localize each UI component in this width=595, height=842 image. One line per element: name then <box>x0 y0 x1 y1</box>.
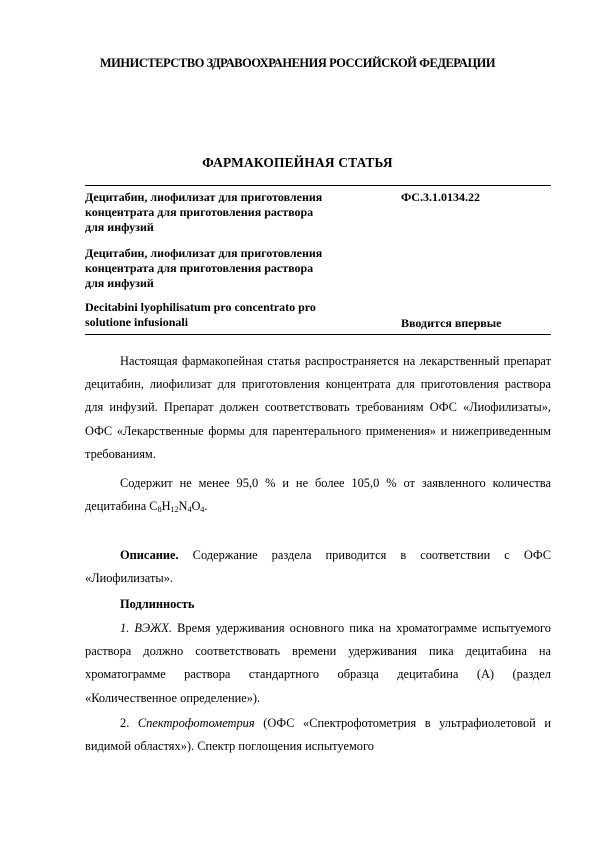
formula-element: O <box>191 499 201 514</box>
drug-name-latin-line: Decitabini lyophilisatum pro concentrato pro <box>85 300 316 314</box>
top-rule <box>85 185 551 186</box>
drug-name-ru-1-line: Децитабин, лиофилизат для приготовления <box>85 190 323 204</box>
drug-name-ru-2-line: концентрата для приготовления раствора <box>85 261 314 275</box>
drug-name-ru-1-line: для инфузий <box>85 220 154 234</box>
formula-element: H <box>161 499 171 514</box>
ministry-heading: МИНИСТЕРСТВО ЗДРАВООХРАНЕНИЯ РОССИЙСКОЙ ФЕДЕРАЦИИ <box>99 56 496 70</box>
introduction-status: Вводится впервые <box>401 316 502 330</box>
formula-end: . <box>204 499 208 514</box>
drug-name-ru-2-line: Децитабин, лиофилизат для приготовления <box>85 246 323 260</box>
test-hplc-paragraph <box>85 617 551 710</box>
identity-heading: Подлинность <box>120 597 195 611</box>
content-paragraph <box>85 472 551 518</box>
formula-subscript: 8 <box>157 505 162 515</box>
test-hplc-text: Время удерживания основного пика на хроматограмме испытуемого раствора должно соответствовать времени удерживания пика децитабина на хроматограмме раствора стандартного образца децитабина (А) (раздел «Количественное определение»). <box>85 621 551 705</box>
test-spectro-text: (ОФС «Спектрофотометрия в ультрафиолетовой и видимой областях»). Спектр поглощения испытуемого <box>85 716 551 754</box>
description-text: Содержание раздела приводится в соответствии с ОФС «Лиофилизаты». <box>85 548 551 586</box>
test-hplc-label: 1. ВЭЖХ. <box>120 621 172 635</box>
test-spectro-paragraph <box>85 712 551 758</box>
test-spectro-label: Спектрофотометрия <box>137 716 255 730</box>
formula-subscript: 4 <box>187 505 192 515</box>
drug-name-ru-1-line: концентрата для приготовления раствора <box>85 205 314 219</box>
formula-subscript: 12 <box>170 505 179 515</box>
test-spectro-number: 2. <box>120 716 138 730</box>
content-text: Содержит не менее 95,0 % и не более 105,0 % от заявленного количества децитабина C <box>85 476 551 514</box>
bottom-rule <box>85 334 551 335</box>
monograph-code: ФС.3.1.0134.22 <box>401 190 480 204</box>
drug-name-ru-2-line: для инфузий <box>85 276 154 290</box>
drug-name-ru-2 <box>85 246 375 291</box>
description-paragraph <box>85 544 551 590</box>
document-title: ФАРМАКОПЕЙНАЯ СТАТЬЯ <box>202 155 393 170</box>
formula-element: N <box>178 499 188 514</box>
description-label: Описание. <box>120 548 179 562</box>
drug-name-latin <box>85 300 375 330</box>
drug-name-ru-1 <box>85 190 375 235</box>
drug-name-latin-line: solutione infusionali <box>85 315 189 329</box>
formula-subscript: 4 <box>200 505 205 515</box>
intro-paragraph: Настоящая фармакопейная статья распространяется на лекарственный препарат децитабин, лиофилизат для приготовления концентрата для приготовления раствора для инфузий. Препарат должен соответствовать требованиям ОФС «Лиофилизаты», ОФС «Лекарственные формы для парентерального применения» и нижеприведенным требованиям. <box>85 354 551 461</box>
